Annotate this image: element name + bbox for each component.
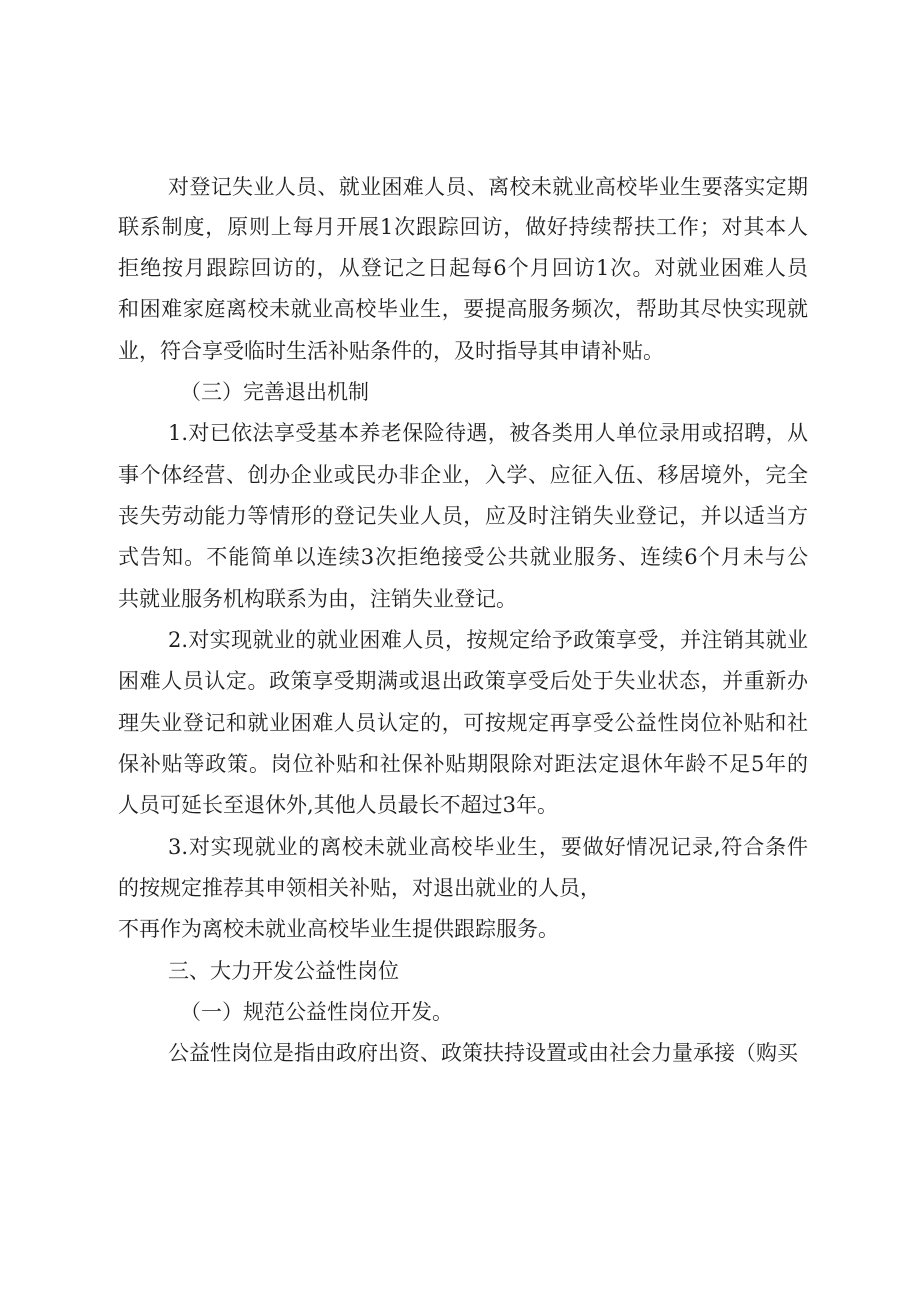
paragraph-line: 共就业服务机构联系为由，注销失业登记。 (118, 587, 517, 611)
paragraph-line: 对登记失业人员、就业困难人员、离校未就业高校毕业生要落实定期 (168, 175, 808, 199)
paragraph-line: 的按规定推荐其申领相关补贴，对退出就业的人员， (118, 876, 601, 900)
paragraph-line: 不再作为离校未就业高校毕业生提供跟踪服务。 (118, 917, 559, 941)
paragraph-line: 和困难家庭离校未就业高校毕业生，要提高服务频次，帮助其尽快实现就 (118, 297, 808, 321)
paragraph-line: 2.对实现就业的就业困难人员，按规定给予政策享受，并注销其就业 (168, 628, 808, 652)
paragraph-line: 人员可延长至退休外,其他人员最长不超过3年。 (118, 793, 559, 817)
paragraph-line: 公益性岗位是指由政府出资、政策扶持设置或由社会力量承接（购买 (168, 1041, 798, 1065)
paragraph-line: 3.对实现就业的离校未就业高校毕业生，要做好情况记录,符合条件 (168, 835, 808, 859)
paragraph-line: 理失业登记和就业困难人员认定的，可按规定再享受公益性岗位补贴和社 (118, 711, 808, 735)
paragraph-line: 事个体经营、创办企业或民办非企业，入学、应征入伍、移居境外，完全 (118, 463, 808, 487)
paragraph-line: 式告知。不能简单以连续3次拒绝接受公共就业服务、连续6个月未与公 (118, 545, 808, 569)
paragraph-line: 业，符合享受临时生活补贴条件的，及时指导其申请补贴。 (118, 339, 664, 363)
paragraph-line: 拒绝按月跟踪回访的，从登记之日起每6个月回访1次。对就业困难人员 (118, 256, 808, 280)
paragraph-line: 保补贴等政策。岗位补贴和社保补贴期限除对距法定退休年龄不足5年的 (118, 752, 808, 776)
paragraph-line: 困难人员认定。政策享受期满或退出政策享受后处于失业状态，并重新办 (118, 669, 808, 693)
section-heading: （三）完善退出机制 (180, 380, 369, 404)
paragraph-line: 联系制度，原则上每月开展1次跟踪回访，做好持续帮扶工作；对其本人 (118, 215, 808, 239)
chapter-heading: 三、大力开发公益性岗位 (168, 959, 399, 983)
paragraph-line: 1.对已依法享受基本养老保险待遇，被各类用人单位录用或招聘，从 (168, 421, 808, 445)
section-heading: （一）规范公益性岗位开发。 (180, 1000, 453, 1024)
paragraph-line: 丧失劳动能力等情形的登记失业人员，应及时注销失业登记，并以适当方 (118, 504, 808, 528)
